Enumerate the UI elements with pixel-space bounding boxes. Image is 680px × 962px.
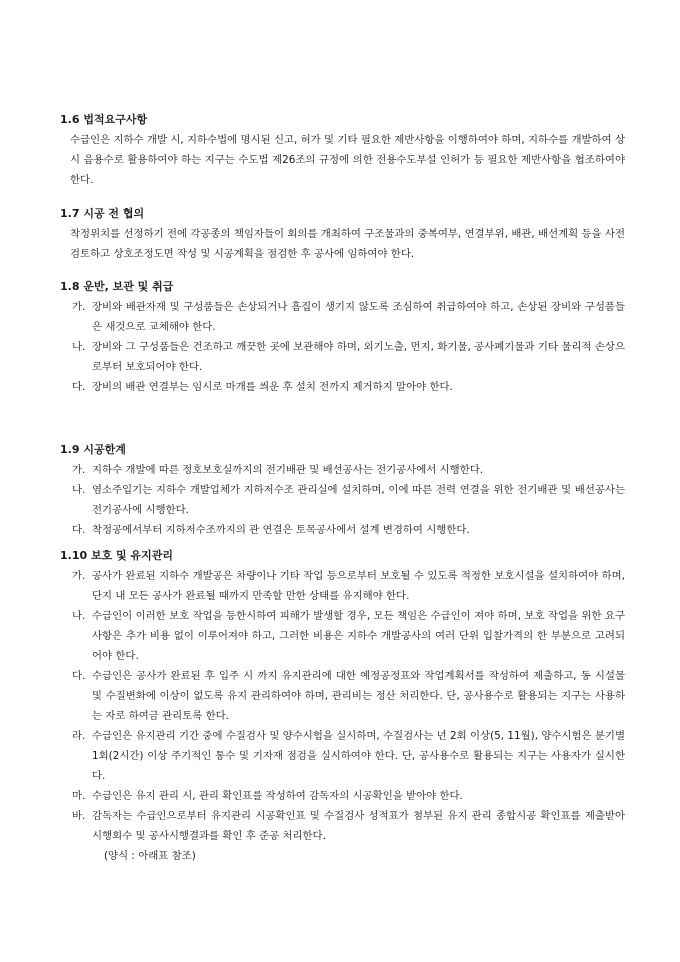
section-paragraph: 착정위치를 선정하기 전에 각공종의 책임자들이 회의를 개최하여 구조물과의 중복여부, 연결부위, 배관, 배선계획 등을 사전검토하고 상호조정도면 작성 및 시공계획을 점검한 후 공사에 임하여야 한다. xyxy=(70,228,625,260)
item-label: 다. xyxy=(72,670,86,682)
list-item xyxy=(72,337,625,377)
section-heading: 1.9 시공한계 xyxy=(60,443,126,456)
section-heading: 1.10 보호 및 유지관리 xyxy=(60,549,174,562)
item-label: 바. xyxy=(72,810,86,822)
list-item xyxy=(72,806,625,846)
list-item xyxy=(72,480,625,520)
item-label: 마. xyxy=(72,790,86,802)
item-label: 가. xyxy=(72,464,86,476)
section-construction-scope xyxy=(60,440,625,540)
section-protection-maintenance xyxy=(60,546,625,866)
item-list xyxy=(72,297,625,397)
section-pre-construction-consultation xyxy=(60,204,625,264)
list-item xyxy=(72,520,625,540)
item-text: 장비와 배관자재 및 구성품들은 손상되거나 흠집이 생기지 않도록 조심하여 취급하여야 하고, 손상된 장비와 구성품들은 새것으로 교체해야 한다. xyxy=(92,301,625,333)
item-list xyxy=(72,566,625,866)
item-text: 장비와 그 구성품들은 건조하고 깨끗한 곳에 보관해야 하며, 외기노출, 먼지, 화기물, 공사폐기물과 기타 물리적 손상으로부터 보호되어야 한다. xyxy=(92,341,625,373)
item-label: 다. xyxy=(72,381,86,393)
item-text: 지하수 개발에 따른 정호보호실까지의 전기배관 및 배선공사는 전기공사에서 시행한다. xyxy=(92,464,484,476)
item-label: 라. xyxy=(72,730,86,742)
item-label: 가. xyxy=(72,570,86,582)
section-transport-storage-handling xyxy=(60,277,625,397)
section-heading: 1.8 운반, 보관 및 취급 xyxy=(60,280,174,293)
section-legal-requirements xyxy=(60,110,625,190)
item-text: 감독자는 수급인으로부터 유지관리 시공확인표 및 수질검사 성적표가 첨부된 유지 관리 종합시공 확인표를 제출받아 시행회수 및 공사시행결과를 확인 후 준공 처리한다. xyxy=(92,810,625,842)
item-text: 착정공에서부터 지하저수조까지의 관 연결은 토목공사에서 설계 변경하여 시행한다. xyxy=(92,524,470,536)
item-label: 가. xyxy=(72,301,86,313)
item-list xyxy=(72,460,625,540)
list-item xyxy=(72,297,625,337)
item-text: 염소주입기는 지하수 개발업체가 지하저수조 관리실에 설치하며, 이에 따른 전력 연결을 위한 전기배관 및 배선공사는 전기공사에 시행한다. xyxy=(92,484,625,516)
item-label: 다. xyxy=(72,524,86,536)
list-item xyxy=(72,566,625,606)
item-label: 나. xyxy=(72,341,86,353)
list-item xyxy=(72,786,625,806)
list-item xyxy=(72,726,625,786)
list-item xyxy=(72,666,625,726)
form-reference-note: (양식 : 아래표 참조) xyxy=(104,850,196,862)
section-paragraph: 수급인은 지하수 개발 시, 지하수법에 명시된 신고, 허가 및 기타 필요한 제반사항을 이행하여야 하며, 지하수를 개발하여 상시 음용수로 활용하여야 하는 지구는 수도법 제26조의 규정에 의한 전용수도부설 인허가 등 필요한 제반사항을 협조하여야 한다. xyxy=(70,134,625,186)
item-text: 수급인은 유지 관리 시, 관리 확인표를 작성하여 감독자의 시공확인을 받아야 한다. xyxy=(92,790,463,802)
section-heading: 1.6 법적요구사항 xyxy=(60,113,148,126)
item-text: 수급인은 공사가 완료된 후 입주 시 까지 유지관리에 대한 예정공정표와 작업계획서를 작성하여 제출하고, 동 시설물 및 수질변화에 이상이 없도록 유지 관리하여야 하며, 관리비는 정산 처리한다. 단, 공사용수로 활용되는 지구는 사용하는 자로 하여금 관리토록 한다. xyxy=(92,670,625,722)
item-label: 나. xyxy=(72,484,86,496)
item-text: 장비의 배관 연결부는 임시로 마개를 씌운 후 설치 전까지 제거하지 말아야 한다. xyxy=(92,381,453,393)
item-text: 수급인은 유지관리 기간 중에 수질검사 및 양수시험을 실시하며, 수질검사는 년 2회 이상(5, 11월), 양수시험은 분기별 1회(2시간) 이상 주기적인 통수 및 기자재 점검을 실시하여야 한다. 단, 공사용수로 활용되는 지구는 사용자가 실시한다. xyxy=(92,730,625,782)
list-item xyxy=(72,377,625,397)
item-label: 나. xyxy=(72,610,86,622)
list-item xyxy=(72,460,625,480)
item-text: 수급인이 이러한 보호 작업을 등한시하여 피해가 발생할 경우, 모든 책임은 수급인이 져야 하며, 보호 작업을 위한 요구사항은 추가 비용 없이 이루어져야 하고, 그러한 비용은 지하수 개발공사의 여러 단위 입찰가격의 한 부분으로 고려되어야 한다. xyxy=(92,610,625,662)
list-item xyxy=(72,606,625,666)
item-text: 공사가 완료된 지하수 개발공은 차량이나 기타 작업 등으로부터 보호될 수 있도록 적정한 보호시설을 설치하여야 하며, 단지 내 모든 공사가 완료될 때까지 만족할 만한 상태를 유지해야 한다. xyxy=(92,570,625,602)
section-heading: 1.7 시공 전 협의 xyxy=(60,207,145,220)
